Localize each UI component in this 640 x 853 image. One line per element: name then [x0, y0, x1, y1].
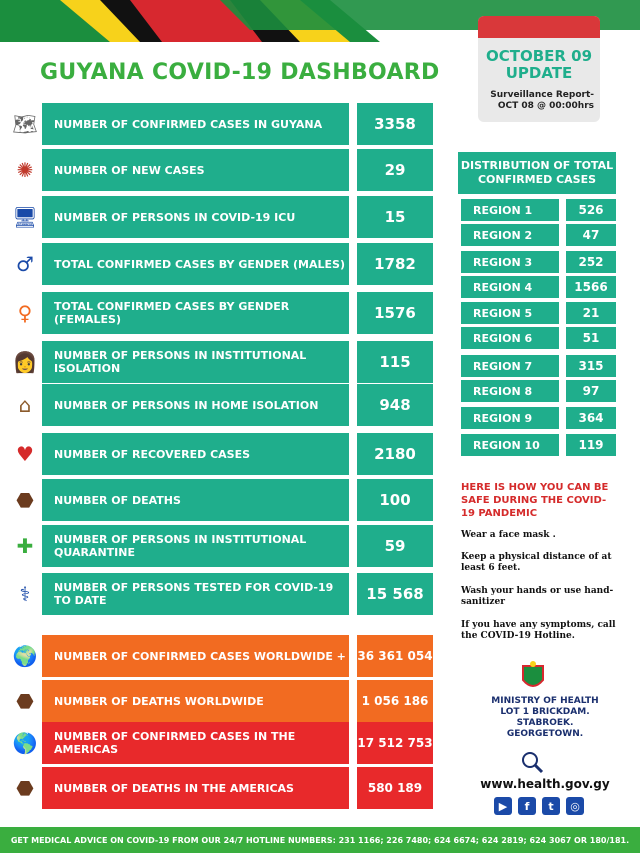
world-stat-label: NUMBER OF CONFIRMED CASES IN THE AMERICAS: [42, 722, 349, 764]
region-value: 1566: [566, 276, 616, 298]
stat-label: NUMBER OF DEATHS: [42, 479, 349, 521]
world-stat-value: 1 056 186: [357, 680, 433, 722]
region-value: 315: [566, 355, 616, 377]
stat-label: NUMBER OF CONFIRMED CASES IN GUYANA: [42, 103, 349, 145]
nurse-icon: 👩: [12, 350, 38, 374]
address-line: STABROEK.: [516, 718, 574, 728]
globe-americas-icon: 🌎: [12, 731, 38, 755]
region-label: REGION 1: [461, 199, 559, 221]
ministry-address: [470, 696, 620, 740]
safety-tip: Wear a face mask .: [461, 530, 556, 540]
calendar-top-bar: [478, 16, 600, 38]
coffin-icon: ⬣: [16, 776, 34, 800]
stat-label: NUMBER OF PERSONS IN INSTITUTIONAL QUARANTINE: [42, 525, 349, 567]
address-line: LOT 1 BRICKDAM.: [500, 707, 590, 717]
stat-value: 1576: [357, 292, 433, 334]
stat-label: NUMBER OF NEW CASES: [42, 149, 349, 191]
stat-value: 59: [357, 525, 433, 567]
region-label: REGION 7: [461, 355, 559, 377]
monitor-icon: 🖥: [12, 205, 38, 229]
update-calendar: [478, 16, 600, 122]
stat-value: 1782: [357, 243, 433, 285]
region-label: REGION 4: [461, 276, 559, 298]
stat-label: TOTAL CONFIRMED CASES BY GENDER (MALES): [42, 243, 349, 285]
stat-value: 3358: [357, 103, 433, 145]
heart-icon: ♥: [16, 442, 34, 466]
stat-value: 2180: [357, 433, 433, 475]
region-value: 526: [566, 199, 616, 221]
region-value: 364: [566, 407, 616, 429]
region-value: 21: [566, 302, 616, 324]
report-line-1: Surveillance Report-: [490, 90, 594, 100]
report-info: [478, 90, 600, 112]
update-date: OCTOBER 09 UPDATE: [485, 47, 593, 82]
female-icon: ♀: [17, 301, 33, 325]
world-stat-value: 36 361 054: [357, 635, 433, 677]
stat-value: 115: [357, 341, 433, 383]
coat-of-arms-icon: [518, 660, 548, 694]
region-label: REGION 8: [461, 380, 559, 402]
globe-icon: 🌍: [12, 644, 38, 668]
world-stat-value: 17 512 753: [357, 722, 433, 764]
world-stat-value: 580 189: [357, 767, 433, 809]
virus-icon: ✺: [16, 158, 34, 182]
region-label: REGION 10: [461, 434, 559, 456]
world-stat-label: NUMBER OF DEATHS WORLDWIDE: [42, 680, 349, 722]
swab-test-icon: ⚕: [19, 582, 31, 606]
distribution-title: DISTRIBUTION OF TOTAL CONFIRMED CASES: [458, 152, 616, 194]
website-link[interactable]: www.health.gov.gy: [480, 777, 610, 791]
address-line: GEORGETOWN.: [506, 729, 584, 739]
safety-tip: Keep a physical distance of at least 6 feet.: [461, 552, 612, 573]
region-value: 51: [566, 327, 616, 349]
male-icon: ♂: [16, 252, 34, 276]
safety-tip: If you have any symptoms, call the COVID-19 Hotline.: [461, 620, 616, 641]
house-icon: ⌂: [18, 393, 32, 417]
region-label: REGION 3: [461, 251, 559, 273]
stat-value: 100: [357, 479, 433, 521]
stat-value: 15: [357, 196, 433, 238]
twitter-icon[interactable]: t: [542, 797, 560, 815]
coffin-icon: ⬣: [16, 689, 34, 713]
safety-heading: HERE IS HOW YOU CAN BE SAFE DURING THE COVID-19 PANDEMIC: [461, 482, 609, 519]
youtube-icon[interactable]: ▶: [494, 797, 512, 815]
stat-value: 29: [357, 149, 433, 191]
stat-value: 15 568: [357, 573, 433, 615]
region-label: REGION 9: [461, 407, 559, 429]
stat-label: TOTAL CONFIRMED CASES BY GENDER (FEMALES): [42, 292, 349, 334]
region-label: REGION 2: [461, 224, 559, 246]
facebook-icon[interactable]: f: [518, 797, 536, 815]
stat-label: NUMBER OF PERSONS TESTED FOR COVID-19 TO DATE: [42, 573, 349, 615]
guyana-map-icon: 🗺: [12, 112, 38, 136]
report-line-2: OCT 08 @ 00:00hrs: [497, 101, 594, 111]
page-title: GUYANA COVID-19 DASHBOARD: [40, 60, 440, 85]
footer-hotline: GET MEDICAL ADVICE ON COVID-19 FROM OUR 24/7 HOTLINE NUMBERS: 231 1166; 226 7480; 624 6674; 624 2819; 624 3067 OR 180/181.: [0, 827, 640, 853]
region-value: 252: [566, 251, 616, 273]
region-value: 119: [566, 434, 616, 456]
coffin-icon: ⬣: [16, 488, 34, 512]
stat-label: NUMBER OF PERSONS IN COVID-19 ICU: [42, 196, 349, 238]
safety-tip: Wash your hands or use hand-sanitizer: [461, 586, 614, 607]
ministry-name: MINISTRY OF HEALTH: [491, 696, 599, 706]
region-label: REGION 6: [461, 327, 559, 349]
stat-label: NUMBER OF PERSONS IN HOME ISOLATION: [42, 384, 349, 426]
region-value: 97: [566, 380, 616, 402]
region-label: REGION 5: [461, 302, 559, 324]
web-search-icon: [520, 750, 544, 774]
quarantine-icon: ✚: [16, 534, 34, 558]
stat-label: NUMBER OF RECOVERED CASES: [42, 433, 349, 475]
stat-value: 948: [357, 384, 433, 426]
instagram-icon[interactable]: ◎: [566, 797, 584, 815]
world-stat-label: NUMBER OF DEATHS IN THE AMERICAS: [42, 767, 349, 809]
world-stat-label: NUMBER OF CONFIRMED CASES WORLDWIDE +: [42, 635, 349, 677]
stat-label: NUMBER OF PERSONS IN INSTITUTIONAL ISOLATION: [42, 341, 349, 383]
region-value: 47: [566, 224, 616, 246]
